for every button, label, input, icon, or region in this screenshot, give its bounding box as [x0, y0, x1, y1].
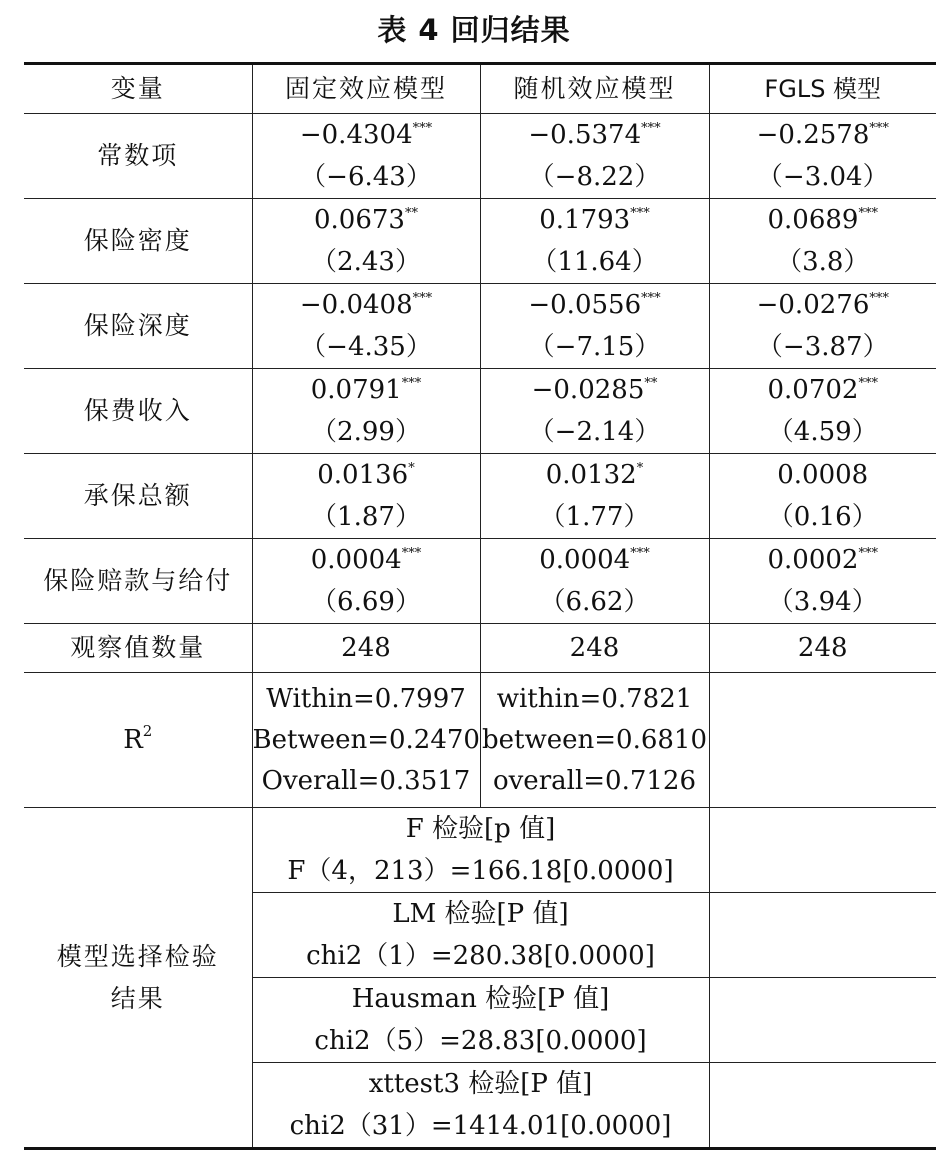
coef-cell: −0.2578*** （−3.04） — [709, 114, 936, 199]
row-label: 常数项 — [24, 114, 252, 199]
header-row — [24, 64, 936, 114]
coef-cell: −0.0276*** （−3.87） — [709, 284, 936, 369]
observations-row — [24, 624, 936, 673]
coef-cell: 0.0136* （1.87） — [252, 454, 480, 539]
row-label: 保险赔款与给付 — [24, 539, 252, 624]
test-empty-cell — [709, 808, 936, 893]
table-row — [24, 539, 936, 624]
coef-cell: −0.4304*** （−6.43） — [252, 114, 480, 199]
coef-cell: 0.1793*** （11.64） — [480, 199, 709, 284]
header-fixed-effects: 固定效应模型 — [252, 64, 480, 114]
coef-cell: 0.0002*** （3.94） — [709, 539, 936, 624]
coef-cell: −0.0556*** （−7.15） — [480, 284, 709, 369]
table-title: 表 4 回归结果 — [377, 13, 571, 47]
coef-cell: 0.0689*** （3.8） — [709, 199, 936, 284]
coef-cell: 0.0004*** （6.62） — [480, 539, 709, 624]
table-row — [24, 454, 936, 539]
table-row — [24, 284, 936, 369]
coef-cell: −0.0408*** （−4.35） — [252, 284, 480, 369]
table-row — [24, 114, 936, 199]
regression-results-table — [24, 62, 936, 1150]
test-empty-cell — [709, 893, 936, 978]
model-test-label: 模型选择检验 结果 — [24, 808, 252, 1149]
observations-value: 248 — [480, 624, 709, 673]
r-squared-fixed: Within=0.7997 Between=0.2470 Overall=0.3517 — [252, 673, 480, 808]
table-row — [24, 199, 936, 284]
r-squared-random: within=0.7821 between=0.6810 overall=0.7126 — [480, 673, 709, 808]
coef-cell: 0.0004*** （6.69） — [252, 539, 480, 624]
table-row — [24, 369, 936, 454]
row-label: 保费收入 — [24, 369, 252, 454]
coef-cell: −0.0285** （−2.14） — [480, 369, 709, 454]
test-empty-cell — [709, 978, 936, 1063]
row-label: 保险深度 — [24, 284, 252, 369]
r-squared-label: $R^2$ — [24, 673, 252, 808]
header-variable: 变量 — [24, 64, 252, 114]
coef-cell: 0.0702*** （4.59） — [709, 369, 936, 454]
header-random-effects: 随机效应模型 — [480, 64, 709, 114]
coef-cell: 0.0132* （1.77） — [480, 454, 709, 539]
coef-cell: 0.0791*** （2.99） — [252, 369, 480, 454]
r-squared-row — [24, 673, 936, 808]
test-cell: xttest3 检验[P 值] chi2（31）=1414.01[0.0000] — [252, 1063, 709, 1149]
coef-cell: −0.5374*** （−8.22） — [480, 114, 709, 199]
test-cell: F 检验[p 值] F（4，213）=166.18[0.0000] — [252, 808, 709, 893]
row-label: 承保总额 — [24, 454, 252, 539]
row-label: 保险密度 — [24, 199, 252, 284]
model-test-row — [24, 808, 936, 893]
test-cell: LM 检验[P 值] chi2（1）=280.38[0.0000] — [252, 893, 709, 978]
coef-cell: 0.0008 （0.16） — [709, 454, 936, 539]
test-empty-cell — [709, 1063, 936, 1149]
row-label: 观察值数量 — [24, 624, 252, 673]
test-cell: Hausman 检验[P 值] chi2（5）=28.83[0.0000] — [252, 978, 709, 1063]
observations-value: 248 — [252, 624, 480, 673]
observations-value: 248 — [709, 624, 936, 673]
header-fgls: FGLS 模型 — [709, 64, 936, 114]
r-squared-fgls-empty — [709, 673, 936, 808]
coef-cell: 0.0673** （2.43） — [252, 199, 480, 284]
